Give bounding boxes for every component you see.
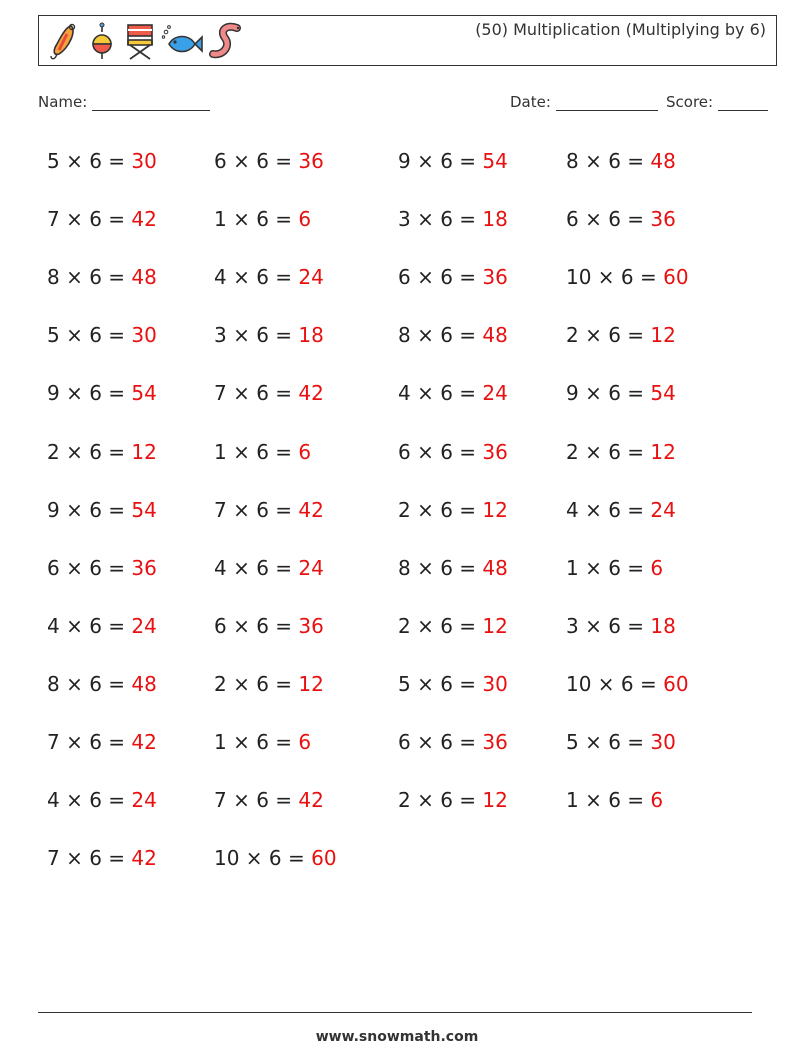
problem-question: 7 × 6 = (214, 497, 299, 522)
worksheet-title: (50) Multiplication (Multiplying by 6) (475, 20, 766, 39)
problem-item (566, 614, 676, 638)
problem-item (398, 730, 508, 754)
problem-item (566, 556, 663, 580)
fish-icon (161, 22, 203, 62)
problem-item (47, 498, 157, 522)
problem-answer: 54 (131, 497, 157, 522)
problem-question: 1 × 6 = (214, 439, 299, 464)
problem-answer: 48 (482, 323, 508, 348)
lure-icon (47, 22, 81, 62)
problem-answer: 30 (131, 149, 157, 173)
problem-item (398, 323, 508, 347)
problem-answer: 42 (298, 788, 324, 813)
problem-answer: 12 (650, 439, 676, 464)
problem-item (214, 149, 324, 173)
footer-url: www.snowmath.com (315, 1029, 479, 1045)
problem-answer: 30 (131, 323, 157, 348)
problem-question: 8 × 6 = (398, 323, 483, 348)
problem-answer: 48 (131, 265, 157, 290)
problem-item (47, 556, 157, 580)
problem-answer: 36 (482, 730, 508, 754)
problem-answer: 48 (131, 671, 157, 696)
problem-question: 5 × 6 = (47, 149, 132, 173)
problem-item (214, 381, 324, 405)
problem-answer: 24 (131, 613, 157, 638)
problem-answer: 42 (131, 846, 157, 871)
problem-question: 6 × 6 = (398, 265, 483, 290)
problem-question: 7 × 6 = (47, 846, 132, 871)
date-blank[interactable] (556, 94, 658, 111)
problem-answer: 60 (311, 846, 337, 871)
problem-question: 1 × 6 = (566, 788, 651, 813)
problem-question: 4 × 6 = (398, 381, 483, 406)
problem-item (566, 730, 676, 754)
problem-item (398, 381, 508, 405)
problem-question: 2 × 6 = (47, 439, 132, 464)
problem-question: 5 × 6 = (566, 730, 651, 754)
problem-answer: 60 (663, 671, 689, 696)
problem-item (47, 440, 157, 464)
worm-icon (207, 22, 247, 62)
problem-question: 2 × 6 = (214, 671, 299, 696)
problem-answer: 36 (298, 613, 324, 638)
problem-question: 3 × 6 = (398, 207, 483, 232)
problem-item (214, 614, 324, 638)
problem-question: 6 × 6 = (566, 207, 651, 232)
problem-item (214, 265, 324, 289)
problem-answer: 42 (131, 730, 157, 754)
header-box (38, 15, 777, 66)
problem-answer: 18 (650, 613, 676, 638)
problem-item (566, 498, 676, 522)
problem-answer: 12 (131, 439, 157, 464)
problem-answer: 6 (298, 439, 312, 464)
problem-item (398, 265, 508, 289)
problem-item (566, 149, 676, 173)
problem-question: 10 × 6 = (214, 846, 312, 871)
problem-answer: 48 (482, 555, 508, 580)
problem-answer: 18 (482, 207, 508, 232)
problem-answer: 36 (482, 439, 508, 464)
problem-answer: 12 (482, 497, 508, 522)
problem-question: 6 × 6 = (214, 613, 299, 638)
score-label: Score: (666, 93, 714, 111)
problem-item (566, 788, 663, 812)
problem-answer: 6 (650, 555, 664, 580)
problem-question: 9 × 6 = (47, 381, 132, 406)
problem-question: 2 × 6 = (566, 439, 651, 464)
problem-answer: 54 (650, 381, 676, 406)
problem-item (566, 265, 689, 289)
problem-answer: 42 (298, 381, 324, 406)
problem-item (47, 672, 157, 696)
problem-question: 9 × 6 = (47, 497, 132, 522)
problem-question: 6 × 6 = (214, 149, 299, 173)
problem-item (566, 323, 676, 347)
problem-answer: 42 (298, 497, 324, 522)
problem-item (214, 846, 337, 870)
problem-question: 8 × 6 = (566, 149, 651, 173)
problem-answer: 30 (650, 730, 676, 754)
problem-question: 2 × 6 = (398, 613, 483, 638)
problem-item (398, 788, 508, 812)
problem-answer: 6 (650, 788, 664, 813)
problem-question: 7 × 6 = (47, 730, 132, 754)
icon-strip (47, 20, 247, 64)
problem-item (398, 614, 508, 638)
problem-answer: 24 (482, 381, 508, 406)
problem-question: 4 × 6 = (214, 555, 299, 580)
problem-item (398, 149, 508, 173)
score-field (666, 93, 768, 111)
problem-question: 8 × 6 = (47, 265, 132, 290)
problem-answer: 36 (131, 555, 157, 580)
problem-answer: 6 (298, 730, 312, 754)
problem-item (214, 440, 311, 464)
problem-item (214, 323, 324, 347)
problem-question: 3 × 6 = (566, 613, 651, 638)
problem-answer: 36 (650, 207, 676, 232)
problem-question: 8 × 6 = (47, 671, 132, 696)
problem-question: 4 × 6 = (47, 613, 132, 638)
problem-item (47, 846, 157, 870)
problem-answer: 18 (298, 323, 324, 348)
problem-question: 7 × 6 = (47, 207, 132, 232)
problem-question: 7 × 6 = (214, 788, 299, 813)
problem-question: 10 × 6 = (566, 671, 664, 696)
date-label: Date: (510, 93, 551, 111)
problem-item (47, 381, 157, 405)
bobber-icon (85, 22, 119, 62)
problem-question: 1 × 6 = (566, 555, 651, 580)
problem-question: 2 × 6 = (398, 788, 483, 813)
problem-answer: 24 (298, 555, 324, 580)
problem-answer: 30 (482, 671, 508, 696)
date-field (510, 93, 658, 111)
problem-item (398, 672, 508, 696)
problem-question: 5 × 6 = (47, 323, 132, 348)
problem-item (47, 207, 157, 231)
problem-answer: 24 (298, 265, 324, 290)
problem-question: 3 × 6 = (214, 323, 299, 348)
problem-answer: 36 (482, 265, 508, 290)
problem-item (398, 556, 508, 580)
footer-divider (38, 1012, 752, 1013)
problem-question: 4 × 6 = (47, 788, 132, 813)
problem-answer: 6 (298, 207, 312, 232)
problem-item (47, 614, 157, 638)
problem-answer: 54 (131, 381, 157, 406)
problem-item (214, 556, 324, 580)
problem-answer: 12 (482, 613, 508, 638)
problem-answer: 48 (650, 149, 676, 173)
problem-answer: 60 (663, 265, 689, 290)
problem-question: 8 × 6 = (398, 555, 483, 580)
problem-item (398, 440, 508, 464)
problem-question: 6 × 6 = (398, 439, 483, 464)
problem-question: 6 × 6 = (398, 730, 483, 754)
folding-chair-icon (123, 22, 157, 62)
problem-answer: 12 (482, 788, 508, 813)
problem-question: 5 × 6 = (398, 671, 483, 696)
problem-answer: 42 (131, 207, 157, 232)
problem-item (566, 672, 689, 696)
problem-item (47, 730, 157, 754)
problem-question: 9 × 6 = (566, 381, 651, 406)
name-field (38, 93, 210, 111)
name-blank[interactable] (92, 94, 210, 111)
problem-question: 9 × 6 = (398, 149, 483, 173)
name-label: Name: (38, 93, 88, 111)
problem-question: 2 × 6 = (398, 497, 483, 522)
problem-answer: 24 (650, 497, 676, 522)
problem-question: 4 × 6 = (214, 265, 299, 290)
problem-item (214, 788, 324, 812)
problem-answer: 12 (650, 323, 676, 348)
problem-item (214, 730, 311, 754)
problem-item (566, 207, 676, 231)
problem-item (398, 498, 508, 522)
problem-question: 1 × 6 = (214, 730, 299, 754)
problem-item (566, 381, 676, 405)
problem-item (47, 323, 157, 347)
problem-question: 1 × 6 = (214, 207, 299, 232)
problem-item (47, 149, 157, 173)
problem-item (214, 498, 324, 522)
problem-answer: 24 (131, 788, 157, 813)
problem-answer: 54 (482, 149, 508, 173)
problem-answer: 36 (298, 149, 324, 173)
problem-item (214, 672, 324, 696)
problem-question: 10 × 6 = (566, 265, 664, 290)
problem-answer: 12 (298, 671, 324, 696)
problem-question: 6 × 6 = (47, 555, 132, 580)
problem-item (398, 207, 508, 231)
problem-item (214, 207, 311, 231)
score-blank[interactable] (718, 94, 768, 111)
problem-item (47, 265, 157, 289)
problem-item (47, 788, 157, 812)
problem-question: 7 × 6 = (214, 381, 299, 406)
problem-question: 4 × 6 = (566, 497, 651, 522)
problem-question: 2 × 6 = (566, 323, 651, 348)
problem-item (566, 440, 676, 464)
